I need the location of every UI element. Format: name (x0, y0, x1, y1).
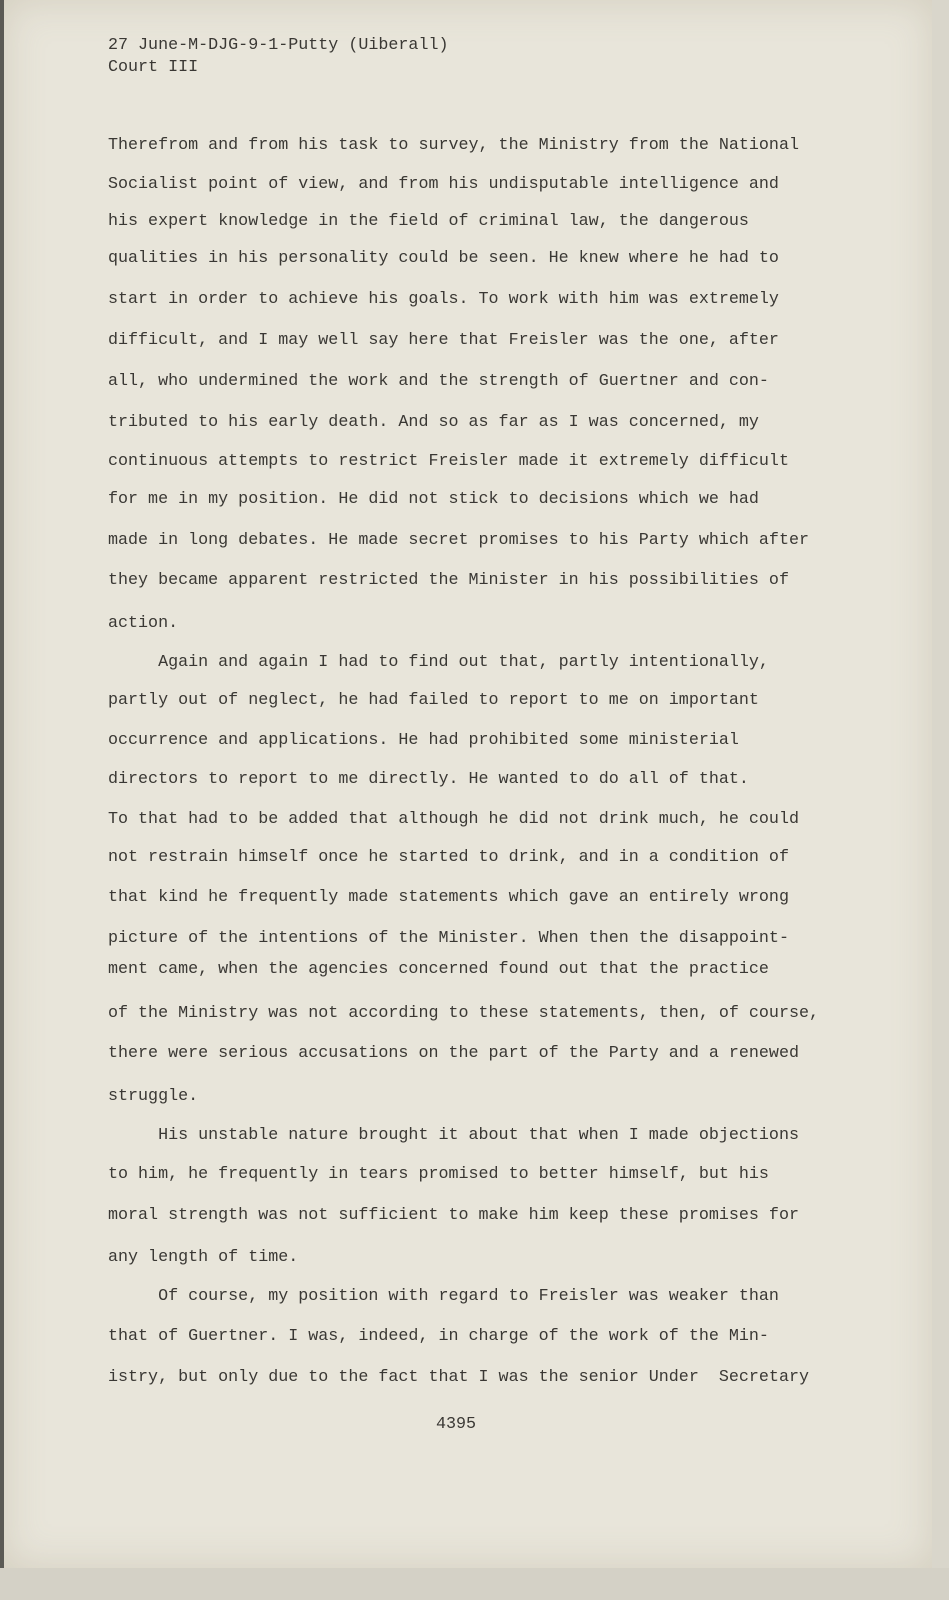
header-reference: 27 June-M-DJG-9-1-Putty (Uiberall) (108, 36, 449, 55)
body-line: action. (108, 614, 179, 633)
body-line: partly out of neglect, he had failed to report to me on important (108, 691, 759, 710)
body-line: ment came, when the agencies concerned found out that the practice (108, 960, 769, 979)
body-line: his expert knowledge in the field of criminal law, the dangerous (108, 212, 749, 231)
body-line: istry, but only due to the fact that I was the senior Under Secretary (108, 1368, 809, 1387)
body-line: of the Ministry was not according to these statements, then, of course, (108, 1004, 820, 1023)
body-line: directors to report to me directly. He wanted to do all of that. (108, 770, 749, 789)
body-line: His unstable nature brought it about that when I made objections (108, 1126, 799, 1145)
body-line: for me in my position. He did not stick to decisions which we had (108, 490, 759, 509)
body-line: they became apparent restricted the Minister in his possibilities of (108, 571, 789, 590)
body-line: not restrain himself once he started to drink, and in a condition of (108, 848, 789, 867)
body-line: start in order to achieve his goals. To work with him was extremely (108, 290, 779, 309)
body-line: Of course, my position with regard to Freisler was weaker than (108, 1287, 779, 1306)
body-line: any length of time. (108, 1248, 299, 1267)
body-line: Socialist point of view, and from his undisputable intelligence and (108, 175, 779, 194)
body-line: picture of the intentions of the Minister. When then the disappoint- (108, 929, 789, 948)
body-line: tributed to his early death. And so as far as I was concerned, my (108, 413, 759, 432)
body-line: qualities in his personality could be seen. He knew where he had to (108, 249, 779, 268)
body-line: that of Guertner. I was, indeed, in charge of the work of the Min- (108, 1327, 769, 1346)
body-line: to him, he frequently in tears promised to better himself, but his (108, 1165, 769, 1184)
body-line: continuous attempts to restrict Freisler made it extremely difficult (108, 452, 789, 471)
body-line: occurrence and applications. He had prohibited some ministerial (108, 731, 739, 750)
body-line: moral strength was not sufficient to make him keep these promises for (108, 1206, 799, 1225)
body-line: To that had to be added that although he did not drink much, he could (108, 810, 799, 829)
body-line: Again and again I had to find out that, partly intentionally, (108, 653, 769, 672)
header-court: Court III (108, 58, 199, 77)
body-line: Therefrom and from his task to survey, the Ministry from the National (108, 136, 799, 155)
scan-bottom-margin (0, 1568, 949, 1600)
body-line: struggle. (108, 1087, 199, 1106)
page-number: 4395 (436, 1415, 477, 1434)
body-line: made in long debates. He made secret promises to his Party which after (108, 531, 809, 550)
body-line: difficult, and I may well say here that Freisler was the one, after (108, 331, 779, 350)
document-page (4, 0, 932, 1568)
scan-margin (932, 0, 949, 1600)
body-line: that kind he frequently made statements which gave an entirely wrong (108, 888, 789, 907)
body-line: all, who undermined the work and the strength of Guertner and con- (108, 372, 769, 391)
body-line: there were serious accusations on the part of the Party and a renewed (108, 1044, 799, 1063)
